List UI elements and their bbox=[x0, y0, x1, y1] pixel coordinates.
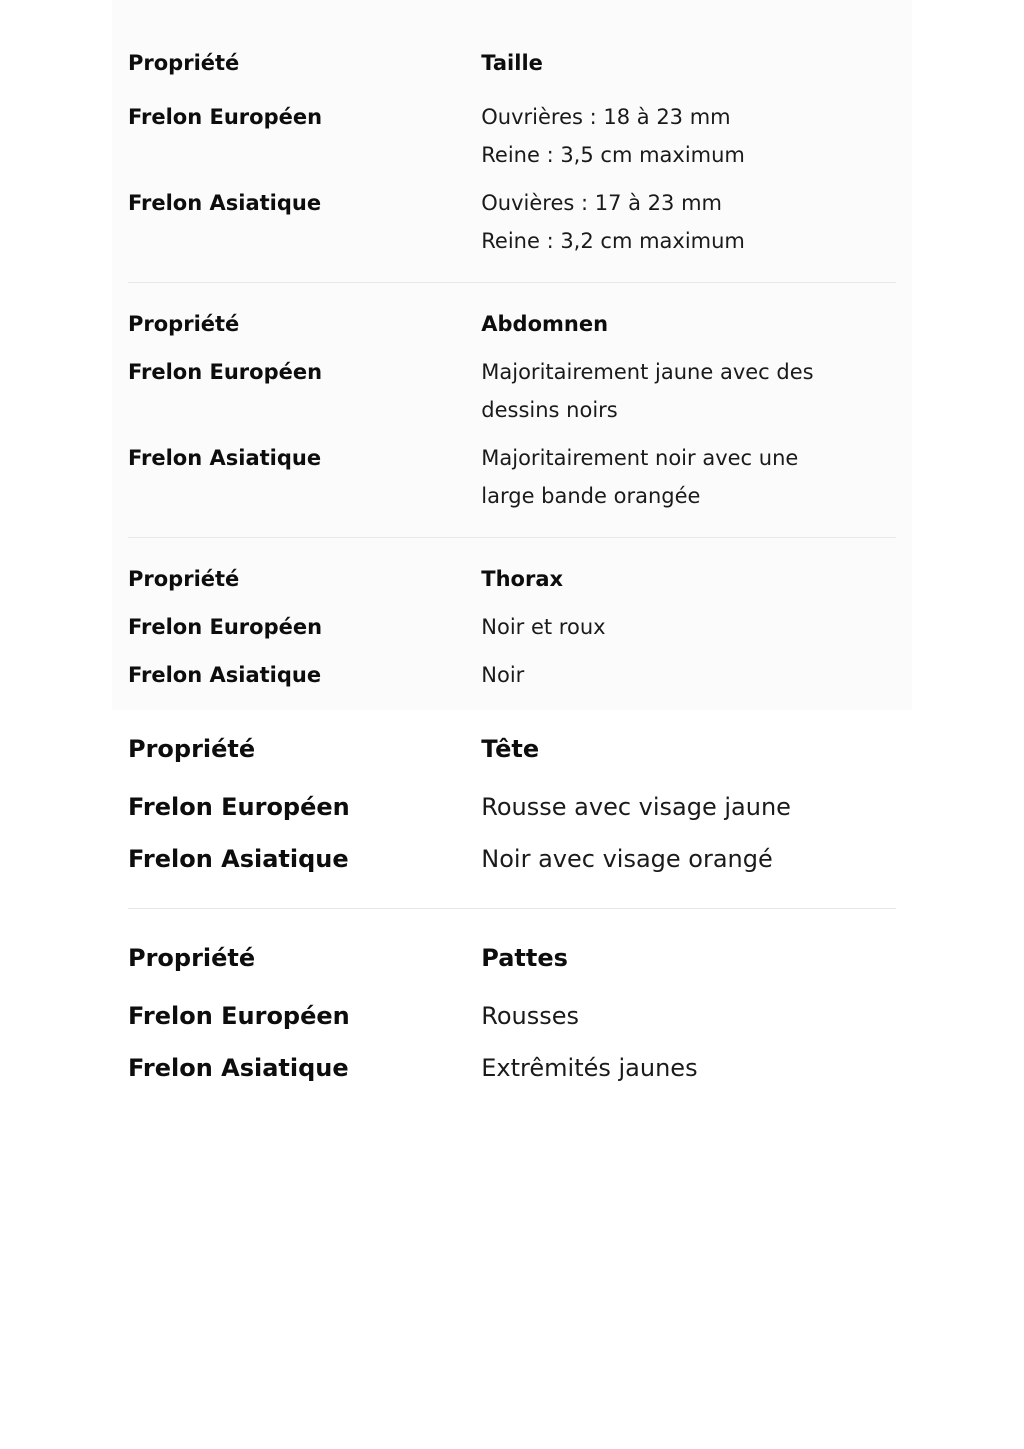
row-value-asian bbox=[481, 184, 896, 260]
table-header-row bbox=[128, 937, 896, 979]
row-value-european: Noir et roux bbox=[481, 615, 606, 639]
table-row bbox=[128, 1047, 896, 1089]
table-header-row bbox=[128, 44, 896, 82]
header-property-label: Propriété bbox=[128, 567, 240, 591]
table-header-row bbox=[128, 560, 896, 598]
row-value-asian: Extrêmités jaunes bbox=[481, 1054, 698, 1082]
header-property-value: Abdomnen bbox=[481, 312, 609, 336]
row-value-european bbox=[481, 353, 896, 429]
row-label-european: Frelon Européen bbox=[128, 1002, 350, 1030]
table-header-row bbox=[128, 728, 896, 770]
table-header-row bbox=[128, 305, 896, 343]
value-line: Ouvières : 17 à 23 mm bbox=[481, 191, 722, 215]
row-label-asian: Frelon Asiatique bbox=[128, 191, 322, 215]
row-label-asian: Frelon Asiatique bbox=[128, 663, 322, 687]
comparison-group-pattes bbox=[128, 937, 896, 1089]
header-property-value: Tête bbox=[481, 735, 540, 763]
row-value-asian: Noir avec visage orangé bbox=[481, 845, 773, 873]
value-line: Ouvrières : 18 à 23 mm bbox=[481, 105, 731, 129]
table-row bbox=[128, 786, 896, 828]
comparison-group-abdomen bbox=[128, 305, 896, 515]
comparison-panel-upper bbox=[112, 0, 912, 710]
row-label-european: Frelon Européen bbox=[128, 360, 323, 384]
row-label-european: Frelon Européen bbox=[128, 615, 323, 639]
header-property-label: Propriété bbox=[128, 944, 256, 972]
header-property-label: Propriété bbox=[128, 51, 240, 75]
row-label-european: Frelon Européen bbox=[128, 105, 323, 129]
value-line: Majoritairement jaune avec des bbox=[481, 360, 814, 384]
row-value-european: Rousses bbox=[481, 1002, 580, 1030]
row-label-asian: Frelon Asiatique bbox=[128, 1054, 349, 1082]
value-line: large bande orangée bbox=[481, 484, 701, 508]
value-line: Majoritairement noir avec une bbox=[481, 446, 799, 470]
comparison-group-tete bbox=[128, 728, 896, 880]
comparison-panel-lower bbox=[128, 710, 896, 1089]
row-label-european: Frelon Européen bbox=[128, 793, 350, 821]
header-property-value: Pattes bbox=[481, 944, 568, 972]
table-row bbox=[128, 184, 896, 260]
row-value-european bbox=[481, 98, 896, 174]
header-property-value: Taille bbox=[481, 51, 543, 75]
value-line: Reine : 3,2 cm maximum bbox=[481, 229, 745, 253]
comparison-group-thorax bbox=[128, 560, 896, 694]
row-value-asian: Noir bbox=[481, 663, 525, 687]
header-property-label: Propriété bbox=[128, 312, 240, 336]
table-row bbox=[128, 656, 896, 694]
table-row bbox=[128, 608, 896, 646]
comparison-group-taille bbox=[128, 44, 896, 260]
row-label-asian: Frelon Asiatique bbox=[128, 845, 349, 873]
value-line: dessins noirs bbox=[481, 398, 618, 422]
table-row bbox=[128, 439, 896, 515]
row-label-asian: Frelon Asiatique bbox=[128, 446, 322, 470]
header-property-value: Thorax bbox=[481, 567, 564, 591]
value-line: Reine : 3,5 cm maximum bbox=[481, 143, 745, 167]
row-value-asian bbox=[481, 439, 896, 515]
table-row bbox=[128, 995, 896, 1037]
table-row bbox=[128, 838, 896, 880]
table-row bbox=[128, 353, 896, 429]
table-row bbox=[128, 98, 896, 174]
row-value-european: Rousse avec visage jaune bbox=[481, 793, 791, 821]
header-property-label: Propriété bbox=[128, 735, 256, 763]
